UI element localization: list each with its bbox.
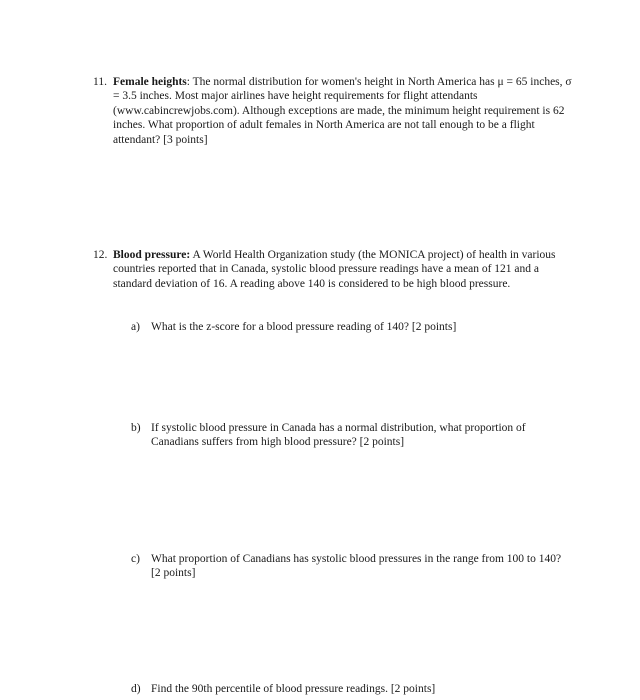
question-12-part-d — [131, 682, 571, 696]
question-number: 12. — [93, 249, 108, 261]
question-12 — [93, 248, 573, 291]
question-text: A World Health Organization study (the MONICA project) of health in various countries reported that in Canada, systolic blood pressure readings have a mean of 121 and a standard deviation of 16. A reading above 140 is considered to be high blood pressure. — [113, 249, 556, 290]
part-text: What is the z-score for a blood pressure reading of 140? [2 points] — [151, 321, 457, 333]
question-title: Blood pressure: — [113, 249, 191, 261]
question-12-part-a — [131, 320, 571, 334]
part-letter: c) — [131, 553, 140, 565]
part-letter: d) — [131, 683, 141, 695]
question-body — [113, 75, 573, 147]
part-letter: b) — [131, 422, 141, 434]
question-number: 11. — [93, 76, 107, 88]
part-text: If systolic blood pressure in Canada has a normal distribution, what proportion of Canadians suffers from high blood pressure? [2 points] — [151, 422, 526, 449]
part-text: Find the 90th percentile of blood pressure readings. [2 points] — [151, 683, 436, 695]
question-12-part-b — [131, 421, 571, 450]
question-12-part-c — [131, 552, 571, 581]
question-text: : The normal distribution for women's height in North America has μ = 65 inches, σ = 3.5 inches. Most major airlines have height requirements for flight attendants (www.cabincrewjobs.com). Although exceptions are made, the minimum height requirement is 62 inches. What proportion of adult females in North America are not tall enough to be a flight attendant? [3 points] — [113, 76, 572, 146]
part-text: What proportion of Canadians has systolic blood pressures in the range from 100 to 140? [2 points] — [151, 553, 562, 580]
question-title: Female heights — [113, 76, 187, 88]
question-11 — [93, 75, 573, 147]
part-letter: a) — [131, 321, 140, 333]
question-body — [113, 248, 573, 291]
